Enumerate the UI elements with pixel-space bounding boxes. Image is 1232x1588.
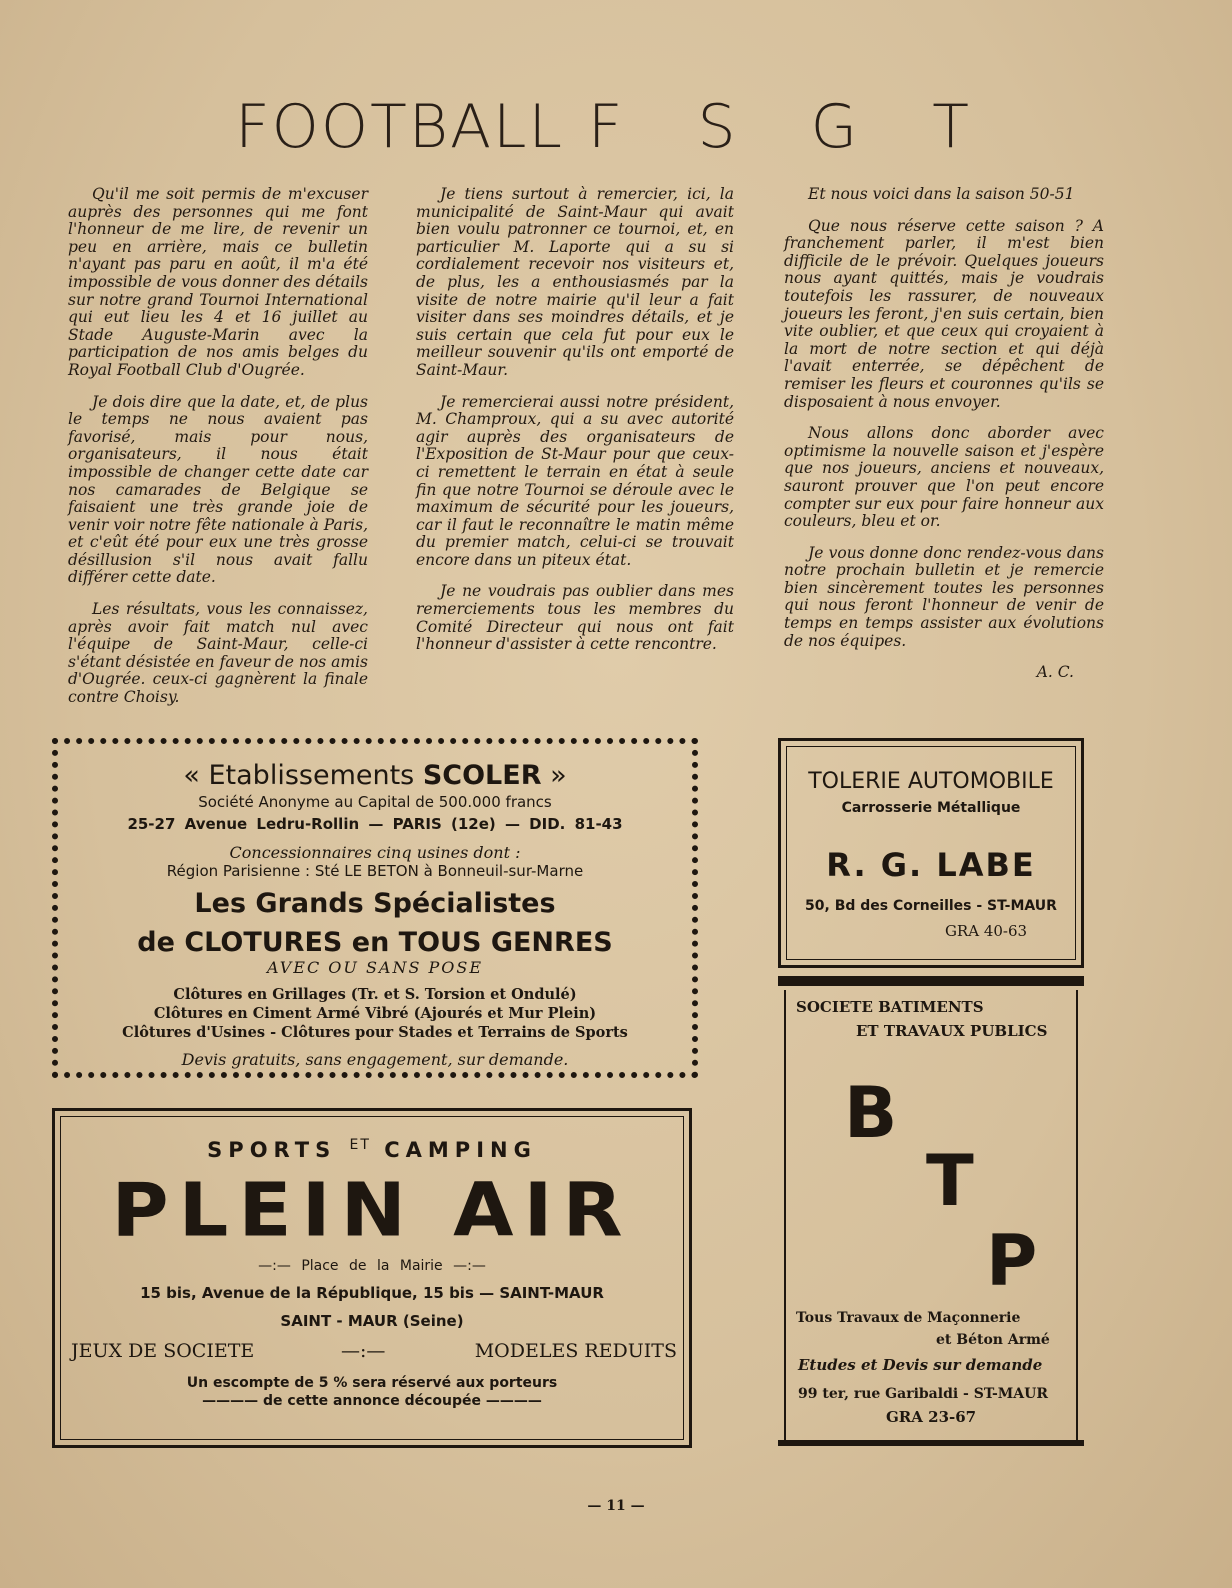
ad-tolerie [778, 738, 1084, 968]
title-main: FOOTBALL [235, 92, 564, 162]
ad-scoler-concession: Concessionnaires cinq usines dont : [229, 843, 521, 862]
ad-pa-title: PLEIN AIR [111, 1168, 633, 1254]
title-fsgt: F S G T [587, 92, 997, 162]
ad-pa-place: —:— Place de la Mairie —:— [258, 1258, 486, 1274]
ad-scoler-list [66, 985, 684, 1042]
ad-scoler-address: 25-27 Avenue Ledru-Rollin — PARIS (12e) — DID. 81-43 [127, 815, 623, 833]
name-pre: « Etablissements [183, 760, 423, 791]
paragraph: Je vous donne donc rendez-vous dans notre prochain bulletin et je remercie bien sincèrement toutes les personnes qui nous feront l'honneur de venir de temps en temps assister aux évolutions de nos équipes. [784, 543, 1104, 650]
ad-pa-discount [61, 1374, 683, 1410]
article-column-3 [784, 186, 1104, 682]
article-column-1 [68, 186, 368, 721]
ad-btp-line-2: et Béton Armé [936, 1332, 1050, 1348]
paragraph: Je dois dire que la date, et, de plus le temps ne nous avaient pas favorisé, mais pour nous, organisateurs, il nous était impossible de changer cette date car nos camarades de Belgique se faisaient une très grande joie de venir voir notre fête nationale à Paris, et c'eût été pour eux une très grosse désillusion s'il nous avait fallu différer cette date. [68, 392, 368, 587]
ad-scoler-avec: AVEC OU SANS POSE [266, 958, 484, 977]
ad-scoler-devis: Devis gratuits, sans engagement, sur demande. [181, 1050, 569, 1069]
page-number: — 11 — [587, 1498, 645, 1514]
discount-line-2: ———— de cette annonce découpée ———— [202, 1393, 542, 1409]
ad-scoler-region: Région Parisienne : Sté LE BETON à Bonneuil-sur-Marne [166, 862, 584, 880]
ad-btp-letter-p: P [986, 1220, 1038, 1302]
ad-scoler-headline-1: Les Grands Spécialistes [194, 888, 556, 919]
ad-pa-address: 15 bis, Avenue de la République, 15 bis — SAINT-MAUR [140, 1284, 604, 1302]
ad-plein-air [52, 1108, 692, 1448]
ad-btp-address: 99 ter, rue Garibaldi - ST-MAUR [798, 1386, 1048, 1402]
category-separator: —:— [341, 1340, 386, 1362]
word-sports: SPORTS [207, 1138, 337, 1162]
paragraph: Que nous réserve cette saison ? A franchement parler, il m'est bien difficile de le prévoir. Quelques joueurs nous ayant quittés, mais je voudrais toutefois les rassurer, de nouveaux joueurs les feront, j'en suis certain, bien vite oublier, et que ceux qui croyaient à la mort de notre section et qui déjà l'avait enterrée, se dépêchent de remiser les fleurs et couronnes qu'ils se disposaient à nous envoyer. [784, 216, 1104, 411]
ad-btp-phone: GRA 23-67 [886, 1408, 977, 1426]
paragraph: Je tiens surtout à remercier, ici, la municipalité de Saint-Maur qui avait bien voulu patronner ce tournoi, et, en particulier M. Laporte qui a su si cordialement recevoir nos visiteurs et, de plus, les a enthousiasmés par la visite de notre mairie qu'il leur a fait visiter dans ses moindres détails, et je suis certain que cela fut pour eux le meilleur souvenir qu'ils ont emporté de Saint-Maur. [416, 185, 734, 379]
article-column-2 [416, 186, 734, 668]
ad-tolerie-name: R. G. LABE [826, 846, 1036, 884]
ad-scoler-name [66, 760, 684, 791]
word-camping: CAMPING [384, 1138, 537, 1162]
category-left: JEUX DE SOCIETE [71, 1340, 255, 1362]
paragraph: Qu'il me soit permis de m'excuser auprès des personnes qui me font l'honneur de me lire, de revenir un peu en arrière, mais ce bulletin n'ayant pas paru en août, il m'a été impossible de vous donner des détails sur notre grand Tournoi International qui eut lieu les 4 et 16 juillet au Stade Auguste-Marin avec la participation de nos amis belges du Royal Football Club d'Ougrée. [68, 185, 368, 379]
ad-btp-heading-2: ET TRAVAUX PUBLICS [856, 1022, 1048, 1040]
discount-line-1: Un escompte de 5 % sera réservé aux porteurs [186, 1375, 558, 1391]
ad-btp-line-1: Tous Travaux de Maçonnerie [796, 1310, 1021, 1326]
name-post: » [541, 760, 567, 791]
paragraph: Je ne voudrais pas oublier dans mes remerciements tous les membres du Comité Directeur qui nous ont fait l'honneur d'assister à cette rencontre. [416, 582, 734, 654]
signature: A. C. [1036, 663, 1074, 682]
ad-btp [778, 976, 1084, 1446]
ad-btp-heading-1: SOCIETE BATIMENTS [796, 998, 984, 1016]
name-bold: SCOLER [422, 760, 542, 791]
ad-scoler-capital: Société Anonyme au Capital de 500.000 francs [198, 793, 552, 811]
ad-btp-line-3: Etudes et Devis sur demande [798, 1356, 1043, 1374]
ad-btp-letter-t: T [926, 1140, 974, 1222]
paragraph: Je remercierai aussi notre président, M. Champroux, qui a su avec autorité agir auprès des organisateurs de l'Exposition de St-Maur pour que ceux-ci remettent le terrain en état à seule fin que notre Tournoi se déroule avec le maximum de sécurité pour les joueurs, car il faut le reconnaître le matin même du premier match, celui-ci se trouvait encore dans un piteux état. [416, 392, 734, 569]
category-right: MODELES REDUITS [474, 1340, 677, 1362]
paragraph: Nous allons donc aborder avec optimisme la nouvelle saison et j'espère que nos joueurs, anciens et nouveaux, sauront prouver que l'on peut encore compter sur eux pour faire honneur aux couleurs, bleu et or. [784, 424, 1104, 531]
ad-btp-letter-b: B [844, 1072, 898, 1154]
ad-tolerie-sub: Carrosserie Métallique [841, 800, 1021, 816]
list-item: Clôtures en Ciment Armé Vibré (Ajourés et Mur Plein) [153, 1005, 597, 1022]
word-et: ET [349, 1137, 371, 1153]
ad-tolerie-phone: GRA 40-63 [944, 922, 1028, 940]
page-title [0, 92, 1232, 162]
ad-pa-categories [61, 1340, 683, 1364]
ad-scoler-headline-2: de CLOTURES en TOUS GENRES [137, 927, 613, 958]
ad-tolerie-address: 50, Bd des Corneilles - ST-MAUR [805, 898, 1057, 914]
list-item: Clôtures en Grillages (Tr. et S. Torsion et Ondulé) [173, 986, 577, 1003]
list-item: Clôtures d'Usines - Clôtures pour Stades et Terrains de Sports [122, 1024, 628, 1041]
ad-tolerie-title: TOLERIE AUTOMOBILE [808, 769, 1054, 794]
ad-pa-city: SAINT - MAUR (Seine) [280, 1312, 464, 1330]
ad-pa-sports-camping [61, 1137, 683, 1162]
paragraph: Les résultats, vous les connaissez, après avoir fait match nul avec l'équipe de Saint-Maur, celle-ci s'étant désistée en faveur de nos amis d'Ougrée. ceux-ci gagnèrent la finale contre Choisy. [68, 600, 368, 707]
ad-scoler [52, 738, 698, 1078]
paragraph: Et nous voici dans la saison 50-51 [808, 185, 1075, 203]
